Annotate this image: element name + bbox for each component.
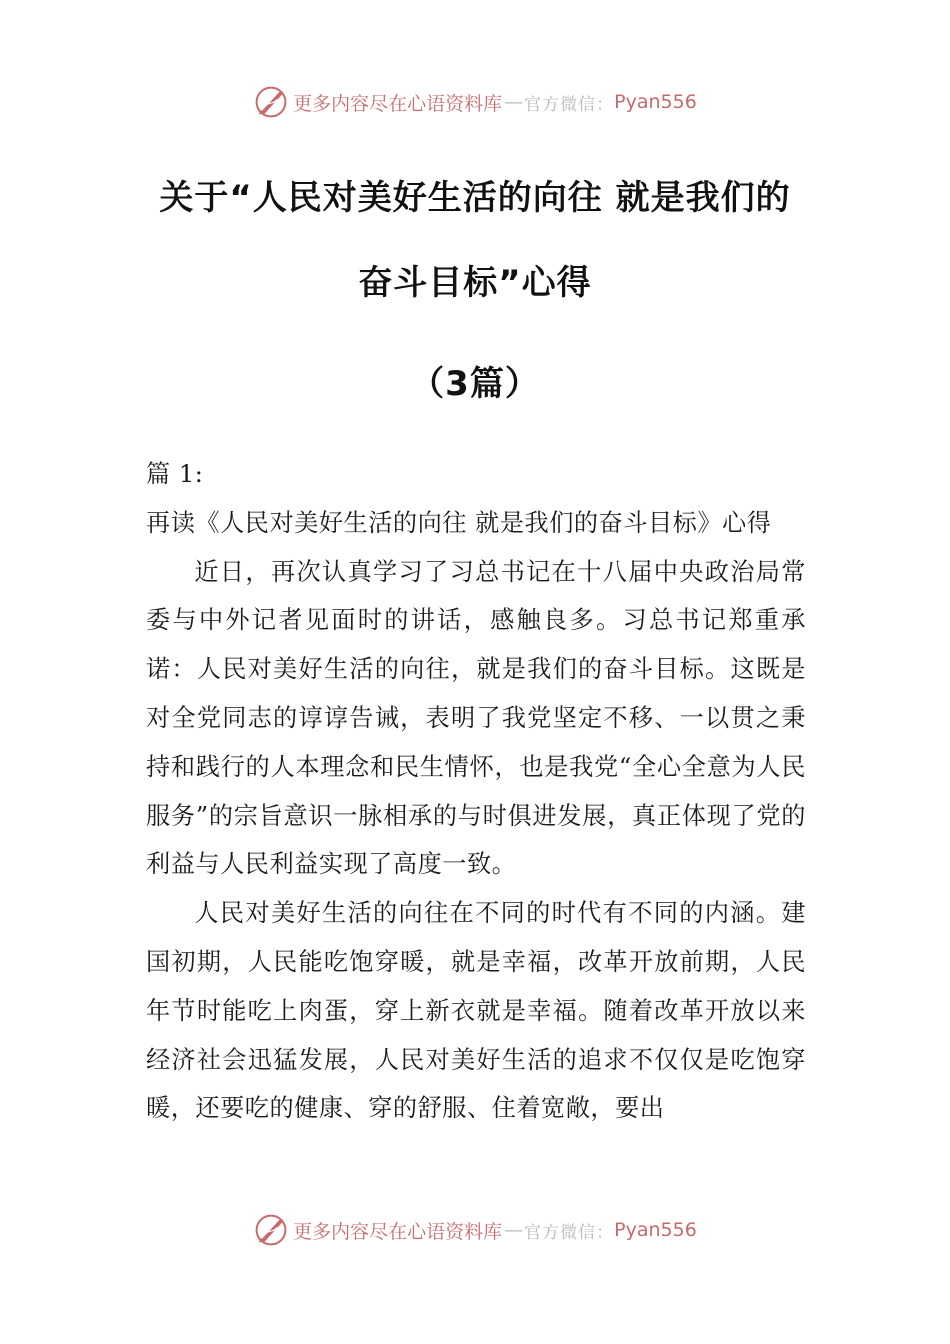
section-subtitle: 再读《人民对美好生活的向往 就是我们的奋斗目标》心得 (146, 508, 772, 537)
header-banner (0, 82, 950, 122)
pen-logo-icon (253, 84, 289, 120)
banner-separator: — (504, 91, 523, 113)
document-body (146, 450, 806, 1133)
footer-banner (0, 1210, 950, 1250)
document-title-count: （3篇） (410, 364, 540, 404)
banner-separator: — (504, 1219, 523, 1241)
banner-wechat-id: Pyan556 (614, 91, 697, 113)
pen-logo-icon (253, 1212, 289, 1248)
body-paragraph: 近日，再次认真学习了习总书记在十八届中央政治局常委与中外记者见面时的讲话，感触良多。习总书记郑重承诺：人民对美好生活的向往，就是我们的奋斗目标。这既是对全党同志的谆谆告诫，表明了我党坚定不移、一以贯之秉持和践行的人本理念和民生情怀，也是我党“全心全意为人民服务”的宗旨意识一脉相承的与时俱进发展，真正体现了党的利益与人民利益实现了高度一致。 (146, 557, 806, 879)
banner-wechat-label: 官方微信： (524, 94, 615, 115)
banner-site-text: 更多内容尽在心语资料库 (293, 1220, 503, 1243)
document-title-line-1: 关于“人民对美好生活的向往 就是我们的 (159, 178, 791, 218)
section-label: 篇 1: (146, 460, 204, 488)
body-paragraph: 人民对美好生活的向往在不同的时代有不同的内涵。建国初期，人民能吃饱穿暖，就是幸福，改革开放前期，人民年节时能吃上肉蛋，穿上新衣就是幸福。随着改革开放以来经济社会迅猛发展，人民对美好生活的追求不仅仅是吃饱穿暖，还要吃的健康、穿的舒服、住着宽敞，要出 (146, 899, 806, 1123)
document-title-line-2: 奋斗目标”心得 (358, 263, 592, 303)
banner-wechat-id: Pyan556 (614, 1219, 697, 1241)
banner-wechat-label: 官方微信： (524, 1222, 615, 1243)
banner-site-text: 更多内容尽在心语资料库 (293, 92, 503, 115)
